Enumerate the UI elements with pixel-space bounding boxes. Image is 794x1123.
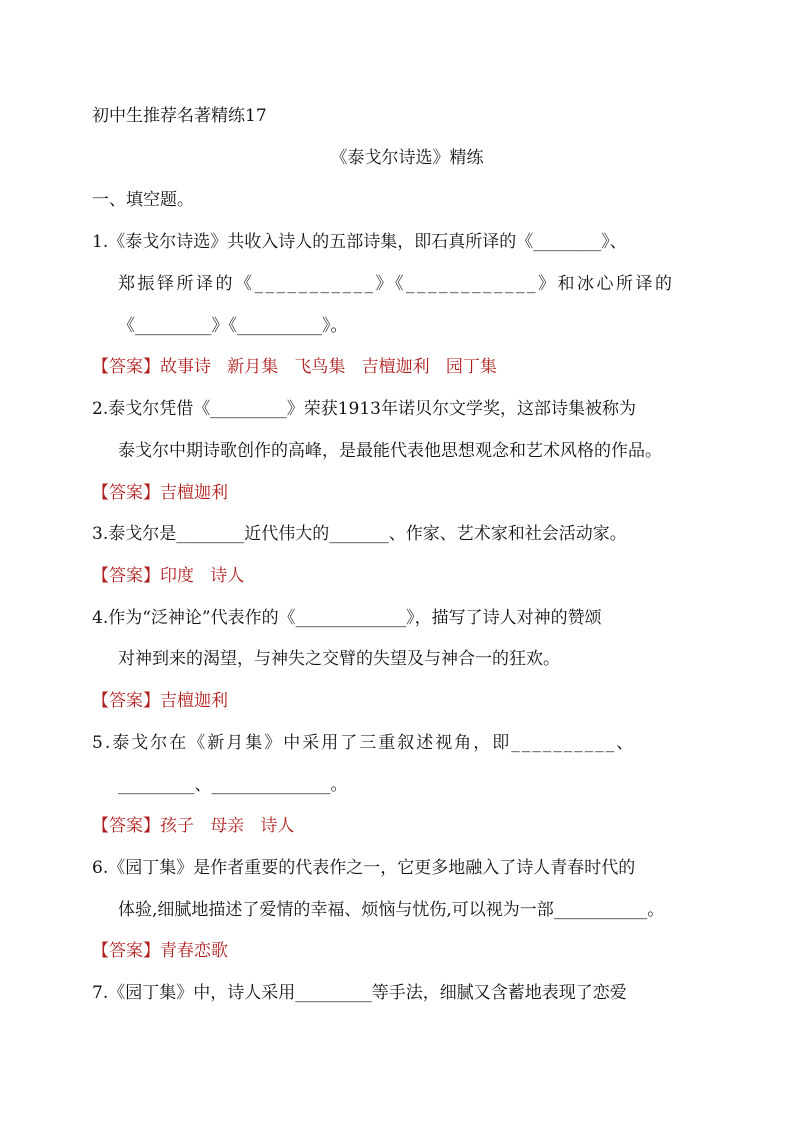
answer-6: [92, 939, 228, 963]
question-7-line-1: 7.《园丁集》中，诗人采用_________等手法，细腻又含蓄地表现了恋爱: [92, 983, 627, 1003]
answer-text: 青春恋歌: [160, 941, 228, 961]
answer-text: 印度 诗人: [160, 566, 245, 586]
answer-tag: 【答案】: [92, 816, 160, 836]
answer-text: 吉檀迦利: [160, 691, 228, 711]
question-2-line-2: 泰戈尔中期诗歌创作的高峰，是最能代表他思想观念和艺术风格的作品。: [118, 441, 662, 461]
answer-tag: 【答案】: [92, 691, 160, 711]
answer-1: [92, 355, 497, 379]
answer-tag: 【答案】: [92, 566, 160, 586]
question-5-line-2: _________、______________。: [118, 775, 348, 795]
question-5-line-1: 5.泰戈尔在《新月集》中采用了三重叙述视角，即__________、: [92, 733, 636, 753]
question-4-line-1: 4.作为“泛神论”代表作的《_____________》，描写了诗人对神的赞颂: [92, 608, 602, 628]
question-6-line-2: 体验,细腻地描述了爱情的幸福、烦恼与忧伤,可以视为一部___________。: [118, 900, 665, 920]
series-heading: 初中生推荐名著精练17: [92, 106, 267, 126]
answer-tag: 【答案】: [92, 483, 160, 503]
question-3-line-1: 3.泰戈尔是________近代伟大的_______、作家、艺术家和社会活动家。: [92, 524, 627, 544]
question-1-line-1: 1.《泰戈尔诗选》共收入诗人的五部诗集，即石真所译的《________》、: [92, 232, 627, 252]
answer-3: [92, 564, 244, 588]
question-4-line-2: 对神到来的渴望，与神失之交臂的失望及与神合一的狂欢。: [118, 649, 560, 669]
answer-2: [92, 481, 228, 505]
answer-tag: 【答案】: [92, 357, 160, 377]
page-title: 《泰戈尔诗选》精练: [330, 148, 484, 168]
answer-text: 吉檀迦利: [160, 483, 228, 503]
answer-text: 孩子 母亲 诗人: [160, 816, 295, 836]
section-heading: 一、填空题。: [92, 190, 194, 210]
answer-4: [92, 689, 228, 713]
answer-5: [92, 814, 294, 838]
answer-tag: 【答案】: [92, 941, 160, 961]
question-6-line-1: 6.《园丁集》是作者重要的代表作之一，它更多地融入了诗人青春时代的: [92, 858, 636, 878]
question-1-line-3: 《_________》《__________》。: [118, 316, 348, 336]
question-1-line-2: 郑振铎所译的《___________》《____________》和冰心所译的: [118, 274, 675, 294]
question-2-line-1: 2.泰戈尔凭借《_________》荣获1913年诺贝尔文学奖，这部诗集被称为: [92, 399, 636, 419]
answer-text: 故事诗 新月集 飞鸟集 吉檀迦利 园丁集: [160, 357, 497, 377]
